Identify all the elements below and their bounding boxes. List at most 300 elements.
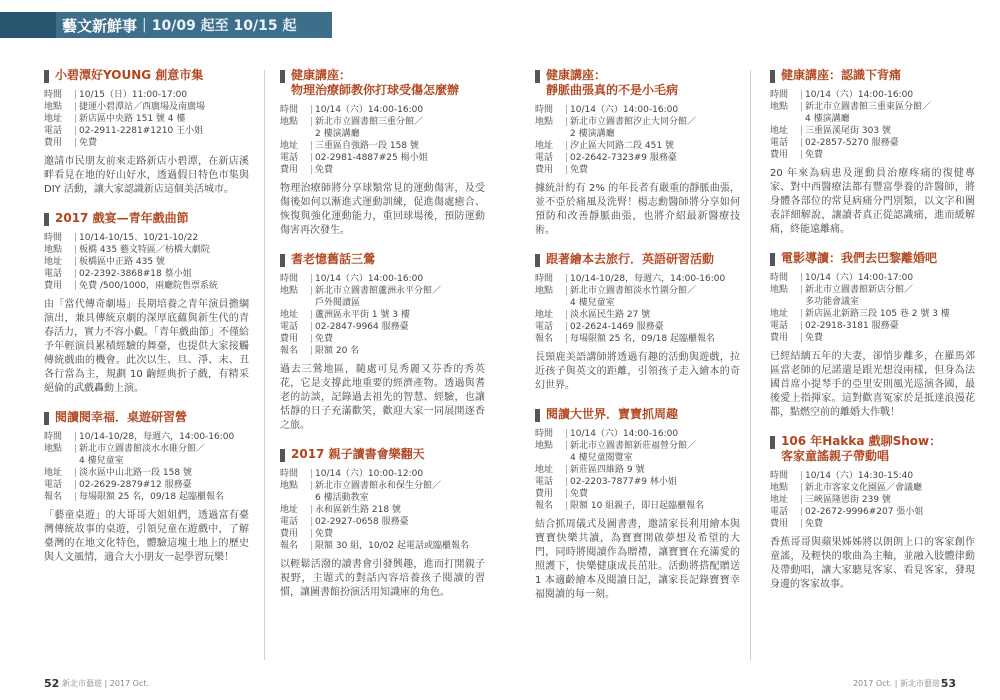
- info-value-line: 02-2642-7323#9 服務臺: [570, 153, 677, 163]
- info-row: [280, 273, 485, 285]
- info-label: 費用: [280, 334, 299, 344]
- heading-marker-icon: [280, 70, 285, 83]
- info-value-line: 免費: [805, 150, 824, 160]
- info-separator: |: [564, 334, 569, 344]
- info-value-line: 板橋區中正路 435 號: [79, 257, 165, 267]
- event-card: [535, 252, 740, 393]
- info-row: [44, 244, 249, 256]
- info-row: [44, 431, 249, 443]
- info-row: [44, 125, 249, 137]
- info-value-line: 限額 30 組，10/02 起電話或臨櫃報名: [315, 541, 469, 551]
- info-value: [805, 332, 975, 344]
- info-row: [535, 273, 740, 285]
- info-value: [315, 309, 485, 321]
- info-label: 費用: [44, 138, 63, 148]
- info-separator: |: [309, 541, 314, 551]
- event-card: [44, 68, 249, 197]
- info-value-line: 新店區中央路 151 號 4 樓: [79, 114, 186, 124]
- event-info: [44, 89, 249, 149]
- info-row: [44, 467, 249, 479]
- info-value: [805, 482, 975, 494]
- info-value-line: 4 樓兒童閱覽室: [570, 453, 633, 463]
- info-row: [280, 309, 485, 321]
- event-heading: [535, 407, 740, 422]
- info-value: [570, 321, 740, 333]
- info-row: [44, 113, 249, 125]
- info-separator: |: [799, 507, 804, 517]
- info-value: [805, 101, 975, 125]
- info-separator: |: [73, 138, 78, 148]
- info-label: 時間: [44, 233, 63, 243]
- info-separator: |: [309, 505, 314, 515]
- info-row: [535, 333, 740, 345]
- event-info: [280, 104, 485, 176]
- info-separator: |: [799, 333, 804, 343]
- event-heading: [280, 252, 485, 267]
- info-label: 地點: [535, 441, 554, 451]
- info-value-line: 新北市立圖書館新店分館／: [805, 285, 914, 295]
- info-row: [280, 504, 485, 516]
- event-card: [535, 407, 740, 602]
- event-title: [291, 252, 375, 267]
- info-value: [315, 480, 485, 504]
- page-number-left: 52: [44, 677, 60, 690]
- info-label: 報名: [280, 541, 299, 551]
- info-label: 電話: [44, 126, 63, 136]
- info-row: [770, 137, 975, 149]
- event-description: 已經結縭五年的夫妻，卻悄步離多，在羅馬郊區當老師的尼諾還是跟光想沒兩樣，但身為法國首席小提琴手的亞里安則風光巡演各國，最後愛上指揮家。這對歡喜冤家於是抵達浪漫花都，點燃空前的離婚大作戰！: [770, 351, 975, 418]
- event-title-line: 物理治療師教你打球受傷怎麼辦: [291, 83, 460, 97]
- info-label: 地點: [44, 102, 63, 112]
- event-title-line: 2017 戲宴—青年戲曲節: [55, 211, 189, 225]
- info-value: [570, 428, 740, 440]
- info-separator: |: [799, 495, 804, 505]
- info-row: [44, 443, 249, 467]
- info-separator: |: [564, 489, 569, 499]
- event-title-line: 106 年Hakka 戲聊Show：: [781, 434, 942, 448]
- info-value: [79, 101, 249, 113]
- event-description: 物理治療師將分享球類常見的運動傷害，及受傷後如何以漸進式運動訓練，促進傷處癒合、恢復與強化運動能力，重回球場後，預防運動傷害再次發生。: [280, 183, 485, 236]
- info-row: [535, 464, 740, 476]
- info-row: [535, 285, 740, 309]
- info-separator: |: [564, 153, 569, 163]
- info-separator: |: [309, 322, 314, 332]
- info-value-line: 新北市立圖書館汐止大同分館／: [570, 117, 697, 127]
- event-card: [535, 68, 740, 238]
- info-separator: |: [73, 281, 78, 291]
- info-value-line: 02-2847-9964 服務臺: [315, 322, 409, 332]
- info-row: [535, 476, 740, 488]
- info-value: [79, 89, 249, 101]
- info-value: [570, 140, 740, 152]
- info-separator: |: [309, 105, 314, 115]
- info-value-line: 每場限額 25 名，09/18 起臨櫃報名: [570, 334, 715, 344]
- info-label: 時間: [44, 432, 63, 442]
- footer-label-right: 2017 Oct. | 新北市藝遊: [852, 679, 940, 688]
- event-column-2: [280, 68, 485, 614]
- info-row: [770, 506, 975, 518]
- info-value: [79, 232, 249, 244]
- info-separator: |: [564, 286, 569, 296]
- info-value: [315, 285, 485, 309]
- heading-marker-icon: [535, 70, 540, 83]
- heading-marker-icon: [770, 253, 775, 266]
- info-label: 地址: [44, 257, 63, 267]
- info-row: [44, 280, 249, 292]
- info-separator: |: [309, 310, 314, 320]
- info-separator: |: [799, 90, 804, 100]
- event-title: [55, 211, 189, 226]
- info-value: [805, 308, 975, 320]
- event-title: [291, 447, 425, 462]
- event-card: [280, 447, 485, 600]
- info-value-line: 10/14（六）14:00-16:00: [805, 90, 914, 100]
- event-title-line: 小碧潭好YOUNG 創意市集: [55, 68, 204, 82]
- event-column-3: [535, 68, 740, 616]
- info-label: 地點: [770, 483, 789, 493]
- info-row: [44, 256, 249, 268]
- info-value: [570, 476, 740, 488]
- event-title-line: 健康講座：認識下背痛: [781, 68, 902, 82]
- event-title: [291, 68, 459, 98]
- info-value: [570, 309, 740, 321]
- event-card: [280, 252, 485, 433]
- info-label: 電話: [535, 153, 554, 163]
- event-title: [546, 407, 678, 422]
- event-column-1: [44, 68, 249, 579]
- info-row: [44, 137, 249, 149]
- info-value: [79, 113, 249, 125]
- event-description: 以輕鬆活潑的讀書會引發興趣，進而打開親子視野，主題式的對話內容培養孩子閱讀的習慣，讓圖書館扮演活用知識庫的角色。: [280, 559, 485, 598]
- info-separator: |: [564, 429, 569, 439]
- heading-marker-icon: [44, 412, 49, 425]
- info-value: [79, 280, 249, 292]
- event-title-line: 健康講座：: [291, 68, 352, 82]
- header-accent-block: [0, 12, 56, 38]
- event-title: [781, 434, 941, 464]
- info-value: [79, 125, 249, 137]
- info-row: [535, 440, 740, 464]
- info-label: 地點: [280, 117, 299, 127]
- info-value-line: 02-2629-2879#12 服務臺: [79, 480, 192, 490]
- info-value-line: 10/14-10/28，每週六，14:00-16:00: [570, 274, 726, 284]
- info-value-line: 10/14（六）14:30-15:40: [805, 471, 914, 481]
- info-value: [805, 518, 975, 530]
- info-value: [315, 345, 485, 357]
- info-row: [770, 284, 975, 308]
- info-row: [770, 272, 975, 284]
- page-footer: [0, 666, 1000, 700]
- info-value: [805, 320, 975, 332]
- info-value: [570, 488, 740, 500]
- info-row: [44, 491, 249, 503]
- info-value-line: 免費: [570, 165, 589, 175]
- info-separator: |: [73, 444, 78, 454]
- info-label: 費用: [280, 529, 299, 539]
- info-label: 電話: [770, 321, 789, 331]
- info-value: [315, 273, 485, 285]
- info-separator: |: [564, 117, 569, 127]
- info-value: [79, 431, 249, 443]
- info-value: [570, 500, 740, 512]
- info-value-line: 免費 /500/1000，兩廳院售票系統: [79, 281, 219, 291]
- info-value-line: 10/14（六）14:00-17:00: [805, 273, 914, 283]
- info-separator: |: [73, 114, 78, 124]
- info-row: [280, 516, 485, 528]
- footer-label-left: 新北市藝遊 | 2017 Oct.: [62, 679, 150, 688]
- event-description: 20 年來為病患及運動員治療疼痛的復健專家、對中西醫療法都有豐富學養的許醫師，將身體各部位的常見病痛分門別類，以文字和圖表詳細解說，讓讀者真正從認識痛，進而緩解痛，終能遠離痛。: [770, 168, 975, 235]
- event-title-line: 耆老憶舊話三鶯: [291, 252, 376, 266]
- info-separator: |: [564, 441, 569, 451]
- info-value-line: 10/14（六）10:00-12:00: [315, 469, 424, 479]
- info-value: [79, 479, 249, 491]
- info-label: 時間: [44, 90, 63, 100]
- info-row: [770, 320, 975, 332]
- info-value-line: 02-2911-2281#1210 王小姐: [79, 126, 204, 136]
- info-row: [535, 152, 740, 164]
- info-value: [79, 137, 249, 149]
- info-separator: |: [799, 321, 804, 331]
- info-value-line: 三重區溪尾街 303 號: [805, 126, 891, 136]
- event-heading: [280, 447, 485, 462]
- info-row: [770, 518, 975, 530]
- info-row: [770, 494, 975, 506]
- info-separator: |: [73, 233, 78, 243]
- event-title: [781, 68, 901, 83]
- info-value-line: 蘆洲區永平街 1 號 3 樓: [315, 310, 410, 320]
- info-separator: |: [799, 138, 804, 148]
- info-separator: |: [799, 471, 804, 481]
- info-label: 費用: [770, 519, 789, 529]
- info-row: [535, 309, 740, 321]
- info-row: [280, 140, 485, 152]
- event-title: [546, 68, 678, 98]
- event-heading: [770, 251, 975, 266]
- info-label: 地址: [280, 310, 299, 320]
- event-card: [770, 251, 975, 420]
- info-row: [44, 268, 249, 280]
- event-title: [55, 68, 203, 83]
- info-value: [570, 464, 740, 476]
- info-value-line: 新莊區四維路 9 號: [570, 465, 645, 475]
- info-label: 電話: [770, 138, 789, 148]
- info-row: [770, 332, 975, 344]
- column-divider: [264, 70, 265, 660]
- info-separator: |: [73, 432, 78, 442]
- info-value: [79, 268, 249, 280]
- event-title-line: 電影導讀：我們去巴黎離婚吧: [781, 251, 938, 265]
- info-separator: |: [564, 501, 569, 511]
- info-separator: |: [73, 90, 78, 100]
- event-title-line: 2017 親子讀書會樂翻天: [291, 447, 425, 461]
- event-heading: [44, 211, 249, 226]
- info-value-line: 10/14（六）14:00-16:00: [315, 274, 424, 284]
- info-row: [44, 101, 249, 113]
- info-separator: |: [73, 245, 78, 255]
- info-value-line: 4 樓兒童室: [79, 456, 124, 466]
- event-info: [535, 428, 740, 512]
- event-heading: [44, 410, 249, 425]
- info-label: 地點: [280, 481, 299, 491]
- event-title-line: 靜脈曲張真的不是小毛病: [546, 83, 679, 97]
- event-heading: [44, 68, 249, 83]
- info-row: [770, 482, 975, 494]
- event-info: [535, 104, 740, 176]
- info-label: 費用: [535, 165, 554, 175]
- info-label: 時間: [280, 469, 299, 479]
- event-title-line: 閱讀大世界．寶寶抓周趣: [546, 407, 679, 421]
- info-label: 地點: [44, 245, 63, 255]
- info-separator: |: [564, 141, 569, 151]
- info-label: 報名: [44, 492, 63, 502]
- info-separator: |: [799, 102, 804, 112]
- info-row: [280, 164, 485, 176]
- info-row: [280, 116, 485, 140]
- info-value-line: 新北市立圖書館永和保生分館／: [315, 481, 442, 491]
- info-separator: |: [564, 105, 569, 115]
- info-label: 地點: [535, 117, 554, 127]
- info-separator: |: [73, 480, 78, 490]
- info-value-line: 多功能會議室: [805, 297, 860, 307]
- event-description: 據統計約有 2% 的年長者有嚴重的靜脈曲張，並不亞於痛風及洗腎！楊志勳醫師將分享如何預防和改善靜脈曲張，也將介紹最新醫療技術。: [535, 183, 740, 236]
- info-value-line: 板橋 435 藝文特區／枋橋大劇院: [79, 245, 210, 255]
- info-value-line: 6 樓活動教室: [315, 493, 369, 503]
- info-label: 電話: [44, 480, 63, 490]
- info-label: 電話: [280, 153, 299, 163]
- info-row: [280, 540, 485, 552]
- info-label: 電話: [535, 322, 554, 332]
- info-value-line: 免費: [315, 165, 334, 175]
- event-info: [44, 232, 249, 292]
- info-value-line: 免費: [805, 519, 824, 529]
- info-label: 費用: [535, 489, 554, 499]
- info-label: 費用: [770, 333, 789, 343]
- info-label: 地址: [44, 468, 63, 478]
- heading-marker-icon: [280, 254, 285, 267]
- info-value: [315, 321, 485, 333]
- info-label: 地址: [535, 465, 554, 475]
- heading-marker-icon: [535, 409, 540, 422]
- info-row: [770, 101, 975, 125]
- info-row: [280, 285, 485, 309]
- event-description: 由「當代傳奇劇場」長期培養之青年演員擔綱演出，兼具傳統京劇的深厚底蘊與新生代的青春活力，實力不容小覷。「青年戲曲節」不僅給予年輕演員累積經驗的舞臺，也提供大家接觸傳統戲曲的機會。此次以生、旦、淨、末、丑各行當為主，規劃 10 齣經典折子戲，有精采絕倫的武戲轟動上演。: [44, 299, 249, 394]
- info-row: [44, 232, 249, 244]
- event-info: [44, 431, 249, 503]
- info-label: 地址: [770, 309, 789, 319]
- heading-marker-icon: [535, 254, 540, 267]
- event-description: 過去三鶯地區，隨處可見秀麗又芬香的秀英花，它是支撐此地重要的經濟產物。透過與耆老的訪談，記錄過去祖先的智慧、經驗，也讓恬靜的日子充滿歡笑，歡迎大家一同展開逐香之旅。: [280, 364, 485, 431]
- info-value: [315, 528, 485, 540]
- info-label: 地址: [280, 505, 299, 515]
- event-info: [280, 468, 485, 552]
- header-separator: |: [142, 17, 147, 33]
- info-label: 時間: [770, 471, 789, 481]
- info-row: [770, 89, 975, 101]
- info-row: [535, 488, 740, 500]
- info-separator: |: [799, 519, 804, 529]
- info-value-line: 2 樓演講廳: [315, 129, 360, 139]
- info-separator: |: [73, 102, 78, 112]
- info-separator: |: [309, 334, 314, 344]
- info-value: [315, 164, 485, 176]
- heading-marker-icon: [280, 449, 285, 462]
- info-value-line: 新北市立圖書館淡水竹圍分館／: [570, 286, 697, 296]
- info-value: [805, 506, 975, 518]
- info-label: 地址: [770, 495, 789, 505]
- info-row: [44, 89, 249, 101]
- info-label: 電話: [44, 269, 63, 279]
- event-column-4: [770, 68, 975, 606]
- event-info: [535, 273, 740, 345]
- info-value: [315, 116, 485, 140]
- event-title-line: 跟著繪本去旅行．英語研習活動: [546, 252, 715, 266]
- info-separator: |: [564, 274, 569, 284]
- info-separator: |: [309, 346, 314, 356]
- info-label: 時間: [535, 105, 554, 115]
- info-value: [315, 333, 485, 345]
- info-row: [280, 468, 485, 480]
- info-label: 地址: [44, 114, 63, 124]
- info-label: 地點: [770, 285, 789, 295]
- info-value: [79, 443, 249, 467]
- event-card: [44, 410, 249, 565]
- info-value-line: 免費: [570, 489, 589, 499]
- event-card: [44, 211, 249, 396]
- event-info: [770, 89, 975, 161]
- info-label: 時間: [280, 274, 299, 284]
- info-value-line: 三重區自強路一段 158 號: [315, 141, 419, 151]
- info-separator: |: [564, 477, 569, 487]
- info-row: [535, 140, 740, 152]
- info-value: [805, 494, 975, 506]
- info-value: [315, 540, 485, 552]
- info-value: [805, 470, 975, 482]
- info-value-line: 10/14（六）14:00-16:00: [315, 105, 424, 115]
- info-label: 時間: [535, 429, 554, 439]
- info-value-line: 新北市立圖書館三重東區分館／: [805, 102, 932, 112]
- info-value-line: 捷運小碧潭站／西廣場及南廣場: [79, 102, 206, 112]
- info-value: [570, 285, 740, 309]
- info-value-line: 10/14-10/28，每週六，14:00-16:00: [79, 432, 235, 442]
- page-number-right: 53: [940, 677, 956, 690]
- info-label: 電話: [770, 507, 789, 517]
- info-value-line: 4 樓兒童室: [570, 298, 615, 308]
- event-heading: [535, 252, 740, 267]
- info-separator: |: [564, 465, 569, 475]
- event-heading: [535, 68, 740, 98]
- info-value-line: 新北市立圖書館蘆洲永平分館／: [315, 286, 442, 296]
- info-value-line: 限額 10 組親子，即日起臨櫃報名: [570, 501, 705, 511]
- page-header: [0, 0, 1000, 40]
- info-label: 電話: [535, 477, 554, 487]
- info-value-line: 免費: [315, 529, 334, 539]
- info-separator: |: [799, 483, 804, 493]
- heading-marker-icon: [770, 70, 775, 83]
- info-value-line: 02-2857-5270 服務臺: [805, 138, 899, 148]
- info-value: [315, 504, 485, 516]
- info-value-line: 02-2927-0658 服務臺: [315, 517, 409, 527]
- info-value-line: 免費: [79, 138, 98, 148]
- info-separator: |: [309, 141, 314, 151]
- info-value-line: 2 樓演講廳: [570, 129, 615, 139]
- info-value: [805, 284, 975, 308]
- info-value-line: 10/15（日）11:00-17:00: [79, 90, 188, 100]
- info-separator: |: [799, 309, 804, 319]
- info-label: 時間: [770, 273, 789, 283]
- info-value: [805, 89, 975, 101]
- info-separator: |: [309, 517, 314, 527]
- info-value-line: 新店區北新路三段 105 巷 2 號 3 樓: [805, 309, 950, 319]
